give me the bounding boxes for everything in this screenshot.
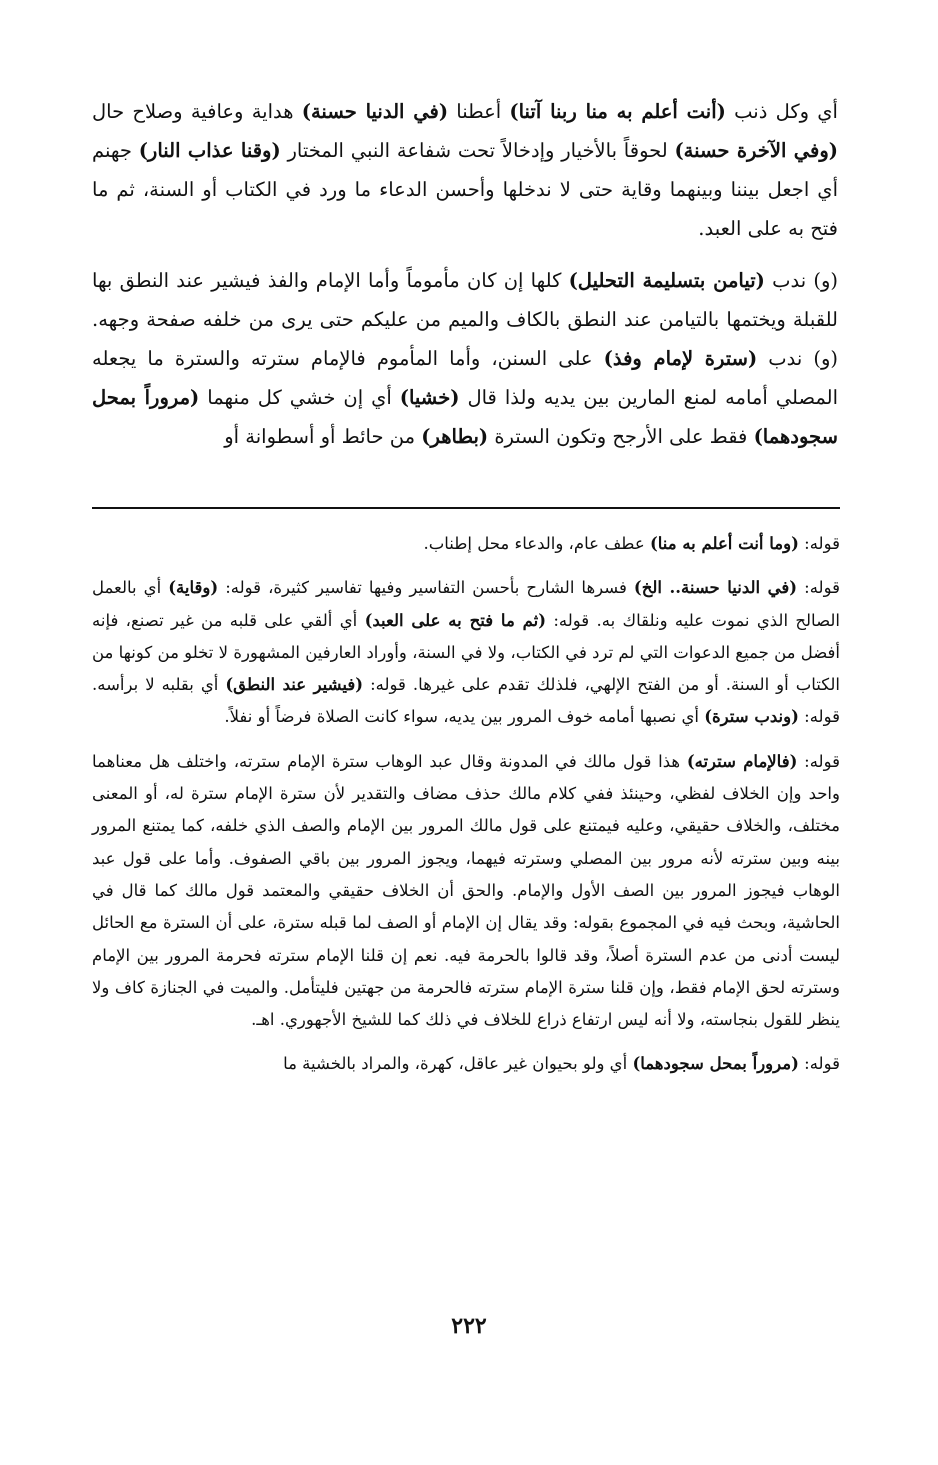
footnote-divider xyxy=(92,507,840,509)
matn-quote: (خشيا) xyxy=(399,386,460,409)
note-quote: (في الدنيا حسنة.. الخ) xyxy=(633,578,798,598)
page-number: ٢٢٢ xyxy=(451,1313,487,1339)
commentary-notes xyxy=(92,528,840,1081)
main-text xyxy=(92,92,838,456)
matn-quote: (تيامن بتسليمة التحليل) xyxy=(568,269,765,292)
matn-quote: (وفي الآخرة حسنة) xyxy=(674,139,838,162)
note-quote: (وندب سترة) xyxy=(704,707,799,727)
note-quote: (ثم ما فتح به على العبد) xyxy=(364,610,547,630)
note-quote: (فالإمام سترته) xyxy=(686,751,798,771)
matn-quote: (وقنا عذاب النار) xyxy=(138,139,281,162)
main-paragraph-1: أي وكل ذنب (أنت أعلم به منا ربنا آتنا) أعطنا (في الدنيا حسنة) هداية وعافية وصلاح حال (وفي الآخرة حسنة) لحوقاً بالأخيار وإدخالاً تحت شفاعة النبي المختار (وقنا عذاب النار) جهنم أي اجعل بيننا وبينهما وقاية حتى لا ندخلها وأحسن الدعاء ما ورد في الكتاب أو السنة، ثم ما فتح به على العبد. xyxy=(92,100,838,240)
matn-quote: (بطاهر) xyxy=(421,425,489,448)
note-quote: (فيشير عند النطق) xyxy=(225,675,364,695)
note-quote: (وقاية) xyxy=(168,578,219,598)
note-1: قوله: (وما أنت أعلم به منا) عطف عام، والدعاء محل إطناب. xyxy=(423,534,840,553)
matn-quote: (أنت أعلم به منا ربنا آتنا) xyxy=(509,100,726,123)
note-quote: (مروراً بمحل سجودهما) xyxy=(632,1054,799,1074)
matn-quote: (مروراً بمحل سجودهما) xyxy=(92,386,838,448)
main-paragraph-2: (و) ندب (تيامن بتسليمة التحليل) كلها إن كان مأموماً وأما الإمام والفذ فيشير عند النطق بها للقبلة ويختمها بالتيامن عند النطق بالكاف والميم من عليكم حتى يرى من خلفه صفحة وجهه. (و) ندب (سترة لإمام وفذ) على السنن، وأما المأموم فالإمام سترته والسترة ما يجعله المصلي أمامه لمنع المارين بين يديه ولذا قال (خشيا) أي إن خشي كل منهما (مروراً بمحل سجودهما) فقط على الأرجح وتكون السترة (بطاهر) من حائط أو أسطوانة أو xyxy=(92,269,838,448)
matn-quote: (سترة لإمام وفذ) xyxy=(603,347,758,370)
note-4: قوله: (مروراً بمحل سجودهما) أي ولو بحيوان غير عاقل، كهرة، والمراد بالخشية ما xyxy=(283,1054,840,1074)
note-3: قوله: (فالإمام سترته) هذا قول مالك في المدونة وقال عبد الوهاب سترة الإمام سترته، واختلف هل معناهما واحد وإن الخلاف لفظي، وحينئذ ففي كلام مالك حذف مضاف والتقدير لأن سترة الإمام سترة له، أو المعنى مختلف، والخلاف حقيقي، وعليه فيمتنع على قول مالك المرور بين الإمام والصف الذي خلفه، كما يمتنع المرور بينه وبين سترته لأنه مرور بين المصلي وسترته فيهما، ويجوز المرور بين باقي الصفوف. وأما على قول عبد الوهاب فيجوز المرور بين الصف الأول والإمام. والحق أن الخلاف حقيقي والمعتمد قول مالك كما قال في الحاشية، وبحث فيه في المجموع بقوله: وقد يقال إن الإمام أو الصف لما قبله سترة، على أن السترة مع الحائل ليست أدنى من عدم السترة أصلاً، وقد قالوا بالحرمة فيه. نعم إن قلنا الإمام سترته فحرمة المرور بين الإمام وسترته لحق الإمام فقط، وإن قلنا سترة الإمام سترته فالحرمة من جهتين فليتأمل. والميت في الجنازة كاف ولا ينظر للقول بنجاسته، ولا أنه ليس ارتفاع ذراع للخلاف في ذلك كما للشيخ الأجهوري. اهـ. xyxy=(92,751,840,1030)
note-quote: (وما أنت أعلم به منا) xyxy=(649,534,799,553)
note-2: قوله: (في الدنيا حسنة.. الخ) فسرها الشارح بأحسن التفاسير وفيها تفاسير كثيرة، قوله: (وقاية) أي بالعمل الصالح الذي نموت عليه ونلقاك به. قوله: (ثم ما فتح به على العبد) أي ألقي على قلبه من غير تصنع، فإنه أفضل من جميع الدعوات التي لم ترد في الكتاب، ولا في السنة، وأوراد العارفين المشهورة لا تخلو من كونها من الكتاب أو السنة. أو من الفتح الإلهي، فلذلك تقدم على غيرها. قوله: (فيشير عند النطق) أي بقلبه لا برأسه. قوله: (وندب سترة) أي نصبها أمامه خوف المرور بين يديه، سواء كانت الصلاة فرضاً أو نفلاً. xyxy=(92,578,841,727)
matn-quote: (في الدنيا حسنة) xyxy=(301,100,449,123)
